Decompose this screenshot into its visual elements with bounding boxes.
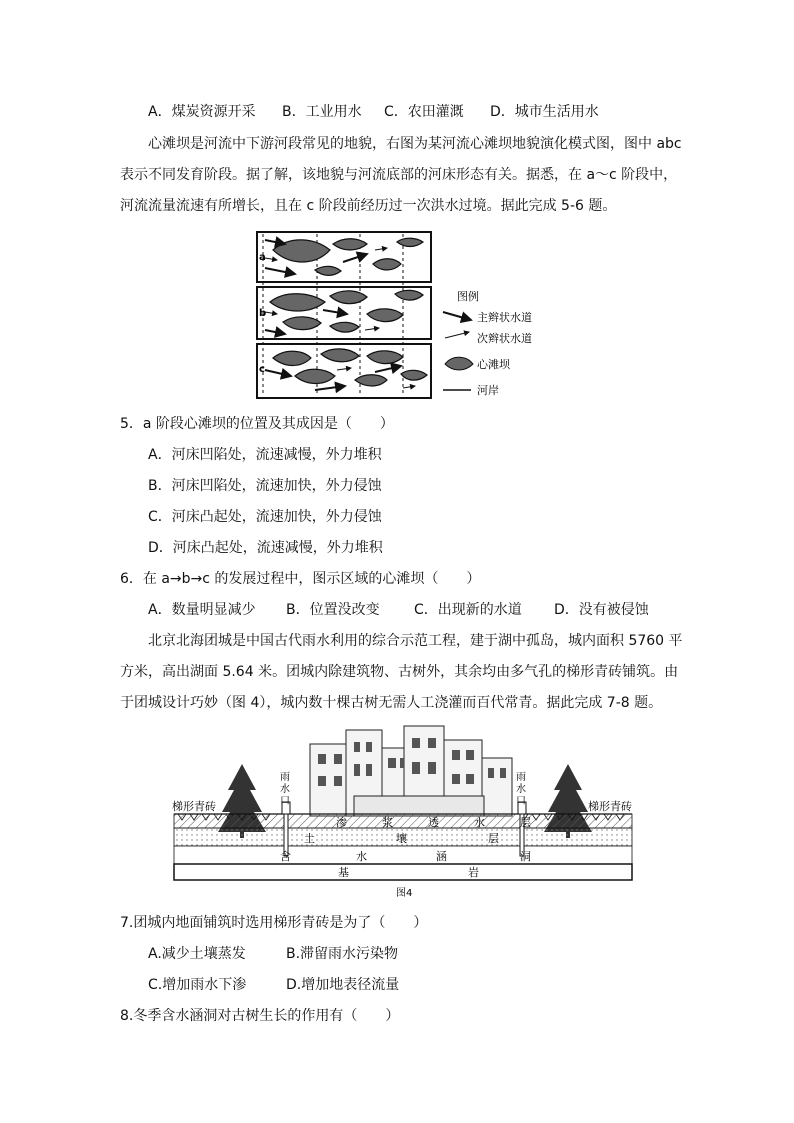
q8-stem: 8.冬季含水涵洞对古树生长的作用有（ ） — [120, 1008, 400, 1024]
passage2-line1: 北京北海团城是中国古代雨水利用的综合示范工程，建于湖中孤岛，城内面积 5760 平 — [148, 633, 683, 649]
q6-option-a: A．数量明显减少 — [148, 602, 256, 618]
q5-option-d: D．河床凸起处，流速减慢，外力堆积 — [148, 540, 383, 556]
q6-option-d: D．没有被侵蚀 — [554, 602, 649, 618]
layer4-char2: 岩 — [468, 866, 479, 879]
legend-title: 图例 — [457, 290, 479, 303]
bedrock-layer — [174, 864, 632, 880]
layer4-char1: 基 — [338, 866, 349, 879]
q4-option-d: D．城市生活用水 — [490, 104, 599, 120]
layer2-char1: 土 — [304, 832, 315, 845]
building-illustration — [310, 726, 512, 816]
legend-bank: 河岸 — [477, 384, 499, 397]
layer2-char3: 层 — [488, 832, 499, 845]
seepage-layer — [174, 814, 632, 828]
stage-label-a: a — [259, 252, 266, 263]
q5-option-b: B．河床凹陷处，流速加快，外力侵蚀 — [148, 478, 382, 494]
rain-inlet-right-char1: 雨 — [516, 772, 526, 783]
layer3-char2: 水 — [356, 850, 367, 863]
layer3-char1: 含 — [280, 850, 291, 863]
q6-stem: 6．在 a→b→c 的发展过程中，图示区域的心滩坝（ ） — [120, 571, 481, 587]
q6-options — [148, 600, 649, 620]
tuancheng-cross-section-figure — [170, 718, 636, 902]
rain-inlet-right-char3: 口 — [516, 796, 526, 807]
q6-option-b: B．位置没改变 — [286, 602, 380, 618]
q7-option-b: B.滞留雨水污染物 — [286, 946, 399, 962]
q7-option-c: C.增加雨水下渗 — [148, 977, 247, 993]
fig4-caption: 图4 — [396, 888, 413, 899]
passage2-line2: 方米，高出湖面 5.64 米。团城内除建筑物、古树外，其余均由多气孔的梯形青砖铺筑。由 — [120, 664, 679, 680]
layer1-char4: 水 — [474, 816, 485, 829]
passage1-line1: 心滩坝是河流中下游河段常见的地貌，右图为某河流心滩坝地貌演化模式图，图中 abc — [148, 136, 682, 152]
stage-label-c: c — [259, 364, 265, 375]
fig4-left-brick-label: 梯形青砖 — [172, 800, 216, 813]
q4-option-c: C．农田灌溉 — [384, 104, 464, 120]
q4-option-a: A．煤炭资源开采 — [148, 104, 256, 120]
q6-option-c: C．出现新的水道 — [414, 602, 522, 618]
q5-stem: 5．a 阶段心滩坝的位置及其成因是（ ） — [120, 416, 394, 432]
q7-options-row1 — [148, 944, 398, 964]
q7-stem: 7.团城内地面铺筑时选用梯形青砖是为了（ ） — [120, 915, 428, 931]
passage1-line2: 表示不同发育阶段。据了解，该地貌与河流底部的河床形态有关。据悉，在 a～c 阶段中， — [120, 167, 678, 183]
legend-bar-icon — [445, 357, 473, 370]
braided-river-figure — [255, 230, 555, 402]
rain-inlet-left-char2: 水 — [280, 784, 290, 795]
rain-inlet-right-char2: 水 — [516, 784, 526, 795]
q5-option-c: C．河床凸起处，流速加快，外力侵蚀 — [148, 509, 382, 525]
passage2-line3: 于团城设计巧妙（图 4），城内数十棵古树无需人工浇灌而百代常青。据此完成 7-8 题。 — [120, 695, 663, 711]
legend-bar: 心滩坝 — [477, 358, 510, 371]
q7-option-a: A.减少土壤蒸发 — [148, 946, 246, 962]
q5-option-a: A．河床凹陷处，流速减慢，外力堆积 — [148, 447, 382, 463]
legend-minor-channel: 次辫状水道 — [477, 332, 532, 345]
layer1-char1: 渗 — [336, 816, 347, 829]
layer1-char2: 浆 — [382, 816, 393, 829]
layer1-char5: 层 — [520, 816, 531, 829]
layer3-char3: 涵 — [436, 850, 447, 863]
q4-options — [148, 102, 599, 122]
stage-label-b: b — [259, 308, 267, 319]
q7-options-row2 — [148, 975, 399, 995]
q4-option-b: B．工业用水 — [282, 104, 362, 120]
layer2-char2: 壤 — [396, 832, 407, 845]
fig4-right-brick-label: 梯形青砖 — [588, 800, 632, 813]
q7-option-d: D.增加地表径流量 — [286, 977, 400, 993]
layer1-char3: 透 — [428, 816, 439, 829]
passage1-line3: 河流流量流速有所增长，且在 c 阶段前经历过一次洪水过境。据此完成 5-6 题。 — [120, 198, 617, 214]
culvert-layer — [174, 846, 632, 864]
rain-inlet-left-char1: 雨 — [280, 772, 290, 783]
rain-inlet-left-char3: 口 — [280, 796, 290, 807]
legend-main-channel: 主辫状水道 — [477, 311, 532, 324]
layer3-char4: 洞 — [520, 850, 531, 863]
